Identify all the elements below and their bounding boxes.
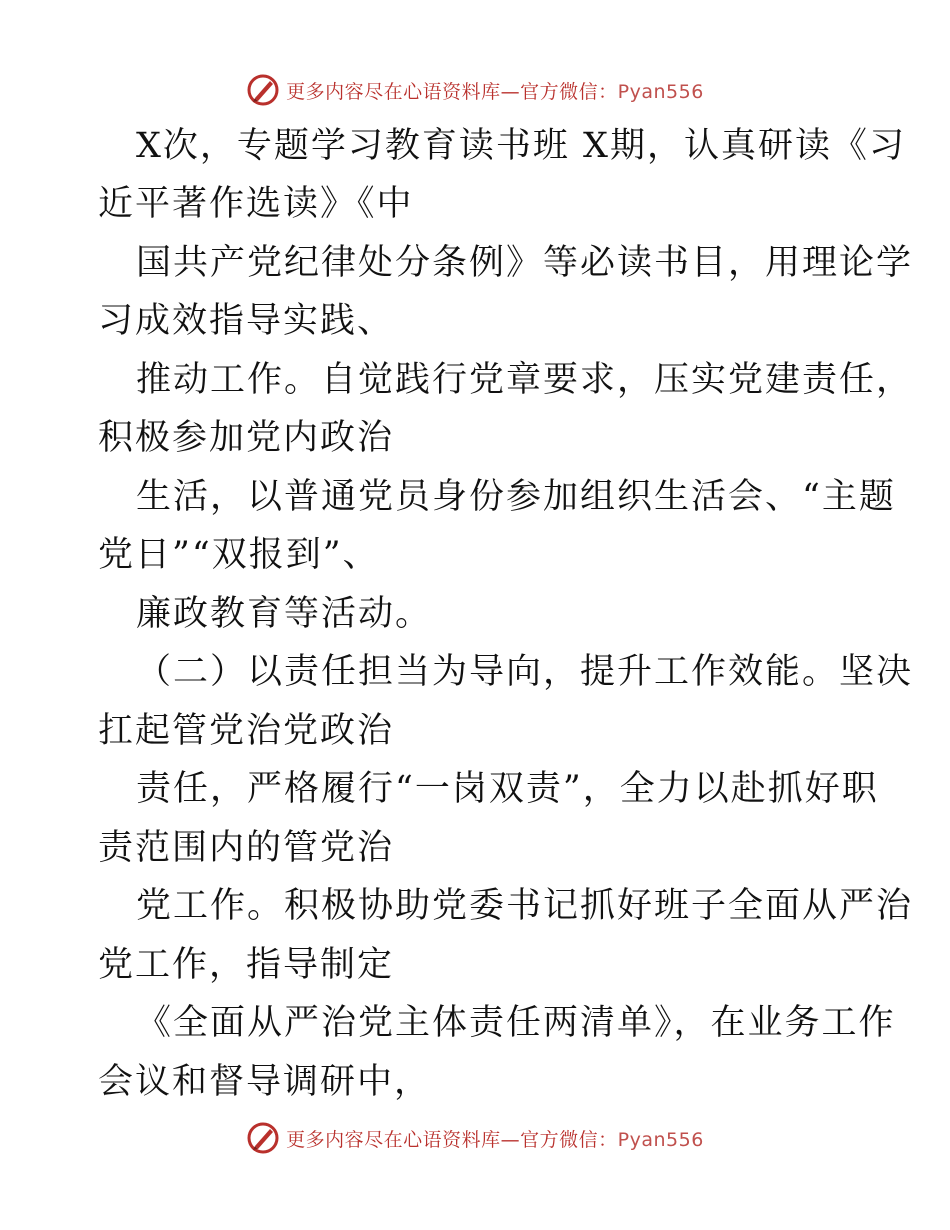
- text-line: 习成效指导实践、: [98, 301, 395, 341]
- watermark-text: 更多内容尽在心语资料库—官方微信：Pyan556: [286, 80, 704, 103]
- text-line: 责范围内的管党治: [98, 828, 395, 868]
- text-line: 责任，严格履行“一岗双责”，全力以赴抓好职: [136, 769, 879, 809]
- text-line: X次，专题学习教育读书班 X期，认真研读《习: [136, 126, 906, 166]
- text-line: 近平著作选读》《中: [98, 184, 414, 224]
- text-line: 廉政教育等活动。: [136, 594, 433, 634]
- text-line: 会议和督导调研中，: [98, 1062, 432, 1102]
- text-line: 党工作，指导制定: [98, 945, 395, 985]
- footer-watermark: [0, 1118, 950, 1158]
- text-line: （二）以责任担当为导向，提升工作效能。坚决: [136, 652, 914, 692]
- text-line: 生活，以普通党员身份参加组织生活会、“主题: [136, 477, 896, 517]
- text-line: 党工作。积极协助党委书记抓好班子全面从严治: [136, 886, 914, 926]
- watermark-text: 更多内容尽在心语资料库—官方微信：Pyan556: [286, 1128, 704, 1151]
- text-line: 党日”“双报到”、: [98, 535, 380, 575]
- pen-seal-logo-icon: [246, 73, 280, 107]
- text-line: 《全面从严治党主体责任两清单》，在业务工作: [136, 1003, 896, 1043]
- text-line: 扛起管党治党政治: [98, 711, 395, 751]
- header-watermark: [0, 70, 950, 110]
- pen-seal-logo-icon: [246, 1121, 280, 1155]
- text-line: 推动工作。自觉践行党章要求，压实党建责任，: [136, 360, 914, 400]
- text-line: 积极参加党内政治: [98, 418, 395, 458]
- text-line: 国共产党纪律处分条例》等必读书目，用理论学: [136, 243, 914, 283]
